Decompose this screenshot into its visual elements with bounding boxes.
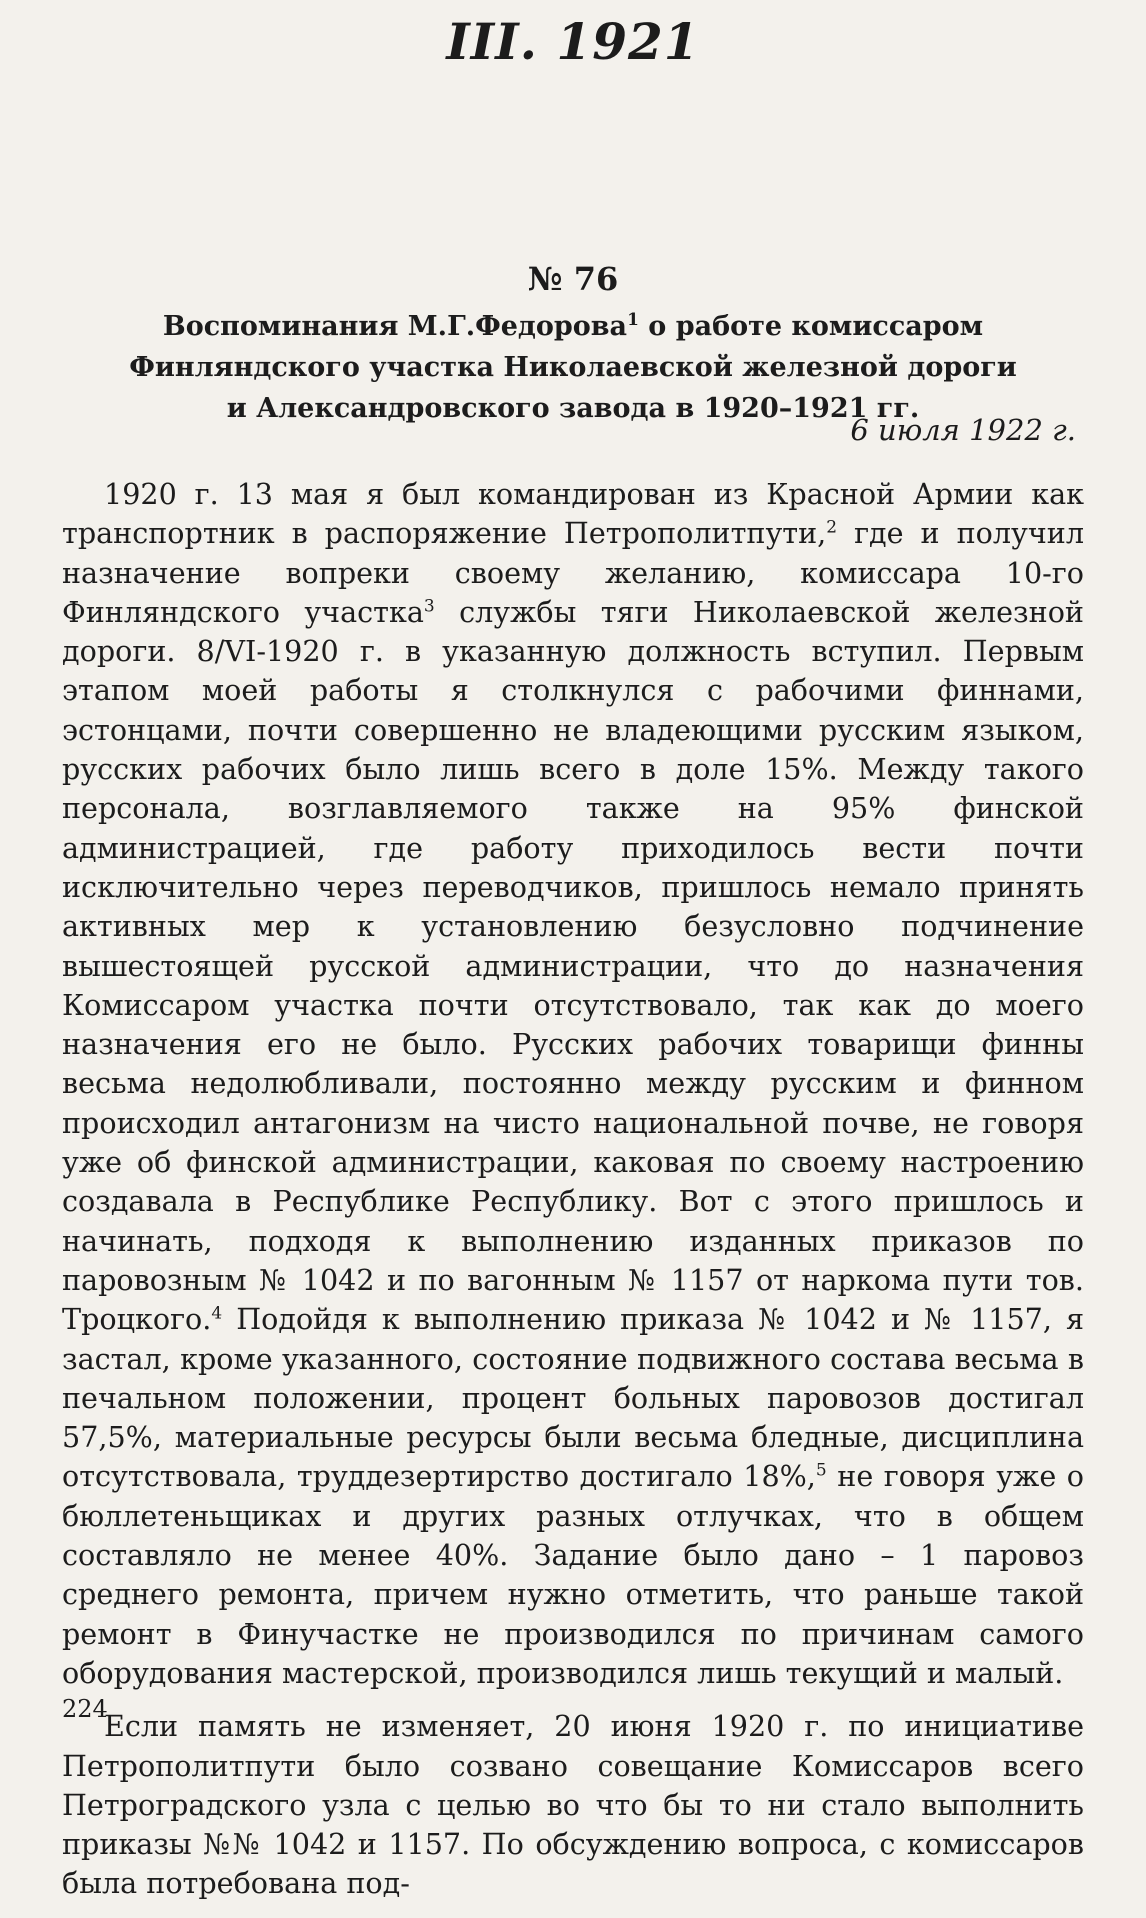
document-date: 6 июля 1922 г. [850, 413, 1076, 447]
footnote-ref: 2 [826, 517, 838, 538]
footnote-ref: 5 [815, 1460, 827, 1481]
document-title-part1: Воспоминания М.Г.Федорова [162, 311, 628, 342]
document-title [120, 306, 1026, 429]
chapter-header: III. 1921 [446, 12, 700, 71]
paragraph [62, 475, 1084, 1693]
paragraph [62, 1707, 1084, 1903]
body-text [62, 475, 1084, 1918]
paragraph-text: Подойдя к выполнению приказа № 1042 и № 1157, я застал, кроме указанного, состояние подвижного состава весьма в печальном положении, процент больных паровозов достигал 57,5%, материальные ресурсы были весьма бледные, дисциплина отсутствовала, труддезертирство достигало 18%, [62, 1302, 1084, 1494]
paragraph-text: службы тяги Николаевской железной дороги. 8/VI-1920 г. в указанную должность вступил. Первым этапом моей работы я столкнулся с рабочими финнами, эстонцами, почти совершенно не владеющими русским языком, русских рабочих было лишь всего в доле 15%. Между такого персонала, возглавляемого также на 95% финской администрацией, где работу приходилось вести почти исключительно через переводчиков, пришлось немало принять активных мер к установлению безусловно подчинение вышестоящей русской администрации, что до назначения Комиссаром участка почти отсутствовало, так как до моего назначения его не было. Русских рабочих товарищи финны весьма недолюбливали, постоянно между русским и финном происходил антагонизм на чисто национальной почве, не говоря уже об финской администрации, каковая по своему настроению создавала в Республике Республику. Вот с этого пришлось и начинать, подходя к выполнению изданных приказов по паровозным № 1042 и по вагонным № 1157 от наркома пути тов. Троцкого. [62, 594, 1084, 1337]
page-number: 224 [62, 1695, 108, 1723]
paragraph-text: не говоря уже о бюллетеньщиках и других разных отлучках, что в общем составляло не менее 40%. Задание было дано – 1 паровоз среднего ремонта, причем нужно отметить, что раньше такой ремонт в Финучастке не производился по причинам самого оборудования мастерской, производился лишь текущий и малый. [62, 1459, 1084, 1690]
footnote-ref: 4 [211, 1303, 223, 1324]
paragraph-text: где и получил назначение вопреки своему желанию, комиссара 10-го Финляндского участка [62, 516, 1084, 629]
document-number: № 76 [527, 260, 619, 298]
footnote-ref: 3 [423, 596, 435, 617]
paragraph-text: 1920 г. 13 мая я был командирован из Красной Армии как транспортник в распоряжение Петрополитпути, [62, 477, 1084, 551]
footnote-ref: 1 [627, 310, 639, 330]
document-title-part2: о работе комиссаром Финляндского участка Николаевской железной дороги и Александровского завода в 1920–1921 гг. [129, 311, 1017, 424]
paragraph-text: Если память не изменяет, 20 июня 1920 г. по инициативе Петрополитпути было созвано совещание Комиссаров всего Петроградского узла с целью во что бы то ни стало выполнить приказы №№ 1042 и 1157. По обсуждению вопроса, с комиссаров была потребована под- [62, 1709, 1084, 1901]
